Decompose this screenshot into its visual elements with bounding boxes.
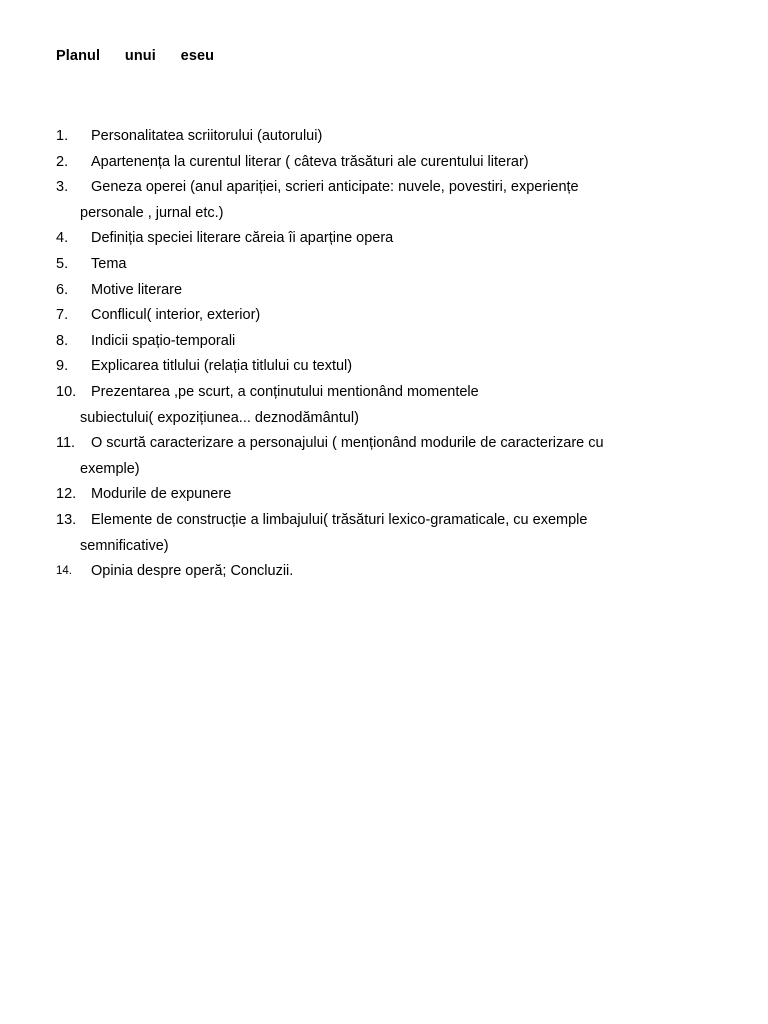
list-item-text: Tema [91,255,127,272]
list-item-number: 11. [56,435,76,452]
list-item [56,278,696,304]
list-item-number: 2. [56,153,69,170]
list-item-number: 10. [56,383,77,400]
list-item-number: 12. [56,486,77,503]
list-item-text: Conflicul( interior, exterior) [91,307,261,324]
list-item-number: 5. [56,255,69,272]
document-title: Planul unui eseu [56,48,215,64]
list-item-number: 1. [56,128,69,144]
list-item-text: Elemente de construcție a limbajului( trăsături lexico-gramaticale, cu exemple [91,511,588,528]
list-item [56,508,696,559]
list-item-continuation: personale , jurnal etc.) [80,204,224,221]
list-item [56,380,696,431]
list-item-text: Personalitatea scriitorului (autorului) [91,128,323,144]
list-item-text: Geneza operei (anul apariției, scrieri anticipate: nuvele, povestiri, experiențe [91,179,579,196]
list-item-number: 9. [56,358,69,375]
list-item [56,124,696,150]
list-item-number: 7. [56,307,69,324]
list-item [56,252,696,278]
list-item [56,329,696,355]
list-item [56,559,696,585]
list-item-number: 14. [56,565,72,578]
list-item [56,482,696,508]
list-item-number: 8. [56,332,69,349]
list-item-text: Motive literare [91,281,183,298]
list-item-text: Modurile de expunere [91,486,232,503]
list-item-text: O scurtă caracterizare a personajului ( menționând modurile de caracterizare cu [91,435,604,452]
list-item-continuation: subiectului( expozițiunea... deznodământul) [80,409,359,426]
list-item-number: 6. [56,281,69,298]
list-item-text: Indicii spațio-temporali [91,332,236,349]
list-item-text: Prezentarea ,pe scurt, a conținutului mentionând momentele [91,383,479,400]
list-item [56,431,696,482]
list-item-number: 4. [56,230,69,247]
list-item [56,226,696,252]
list-item [56,150,696,176]
essay-plan-list [56,124,696,585]
list-item-number: 13. [56,511,77,528]
list-item [56,303,696,329]
list-item-text: Explicarea titlului (relația titlului cu textul) [91,358,353,375]
list-item-continuation: exemple) [80,460,140,477]
list-item [56,354,696,380]
list-item-continuation: semnificative) [80,537,169,554]
list-item-text: Apartenența la curentul literar ( câteva trăsături ale curentului literar) [91,153,529,170]
list-item-text: Opinia despre operă; Concluzii. [91,563,294,580]
list-item [56,175,696,226]
list-item-number: 3. [56,179,69,196]
list-item-text: Definiția speciei literare căreia îi aparține opera [91,230,394,247]
